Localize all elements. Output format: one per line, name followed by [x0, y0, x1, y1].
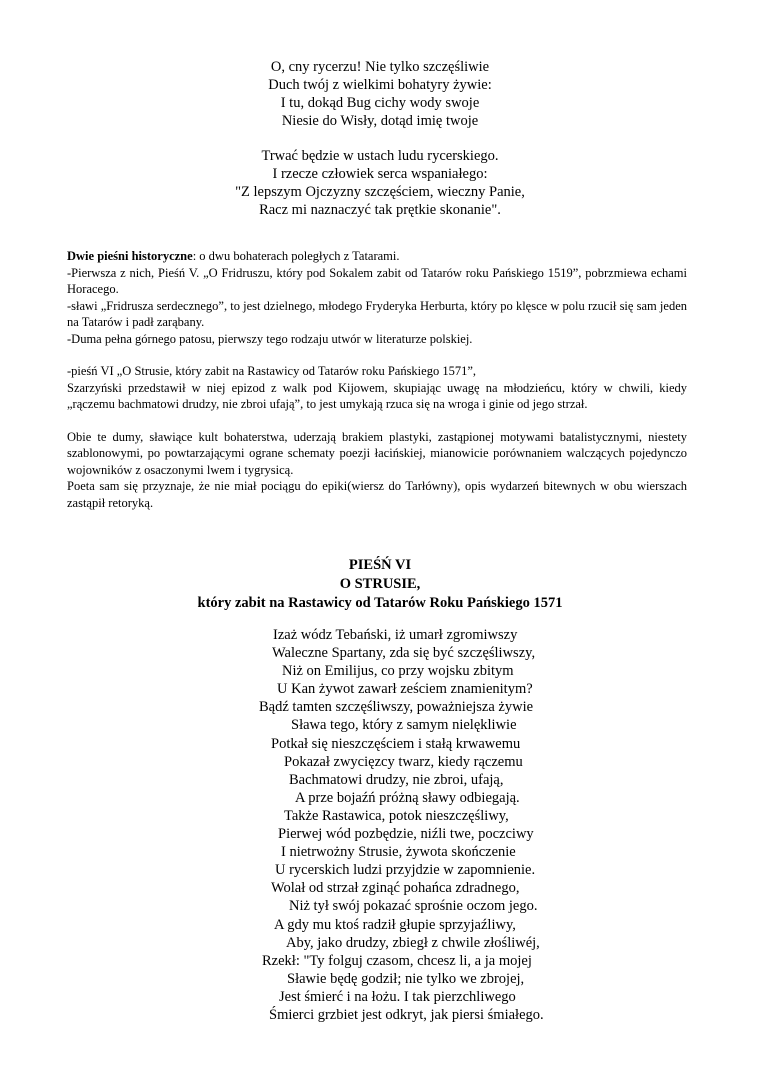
poem-line: U Kan żywot zawarł ześciem znamienitym? [277, 681, 533, 698]
poem-line: Bachmatowi drudzy, nie zbroi, ufają, [289, 771, 504, 788]
intro-bold: Dwie pieśni historyczne [67, 249, 193, 263]
poem-line: Racz mi naznaczyć tak prętkie skonanie". [259, 202, 501, 218]
poem-heading [0, 556, 760, 613]
poem-line: Także Rastawica, potok nieszczęśliwy, [284, 807, 509, 824]
poem-line: Duch twój z wielkimi bohatyry żywie: [268, 77, 492, 93]
intro-rest: : o dwu bohaterach poległych z Tatarami. [192, 249, 400, 263]
poem-line: Aby, jako drudzy, zbiegł z chwile złośliwéj, [286, 934, 540, 951]
poem-line: Wolał od strzał zginąć pohańca zdradnego, [271, 880, 520, 897]
poem-line: A gdy mu ktoś radził głupie sprzyjaźliwy, [274, 916, 516, 933]
poem-stanza-2 [0, 147, 760, 219]
poem-line: Waleczne Spartany, zda się być szczęśliwszy, [272, 645, 536, 662]
heading-subtitle: O STRUSIE, [339, 576, 421, 592]
poem-line: Sława tego, który z samym nielękliwie [291, 717, 517, 734]
poem-line: A prze bojaźń próżną sławy odbiegają. [295, 789, 520, 806]
paragraph: -Duma pełna górnego patosu, pierwszy tego rodzaju utwór w literaturze polskiej. [67, 331, 473, 346]
poem-line: I rzecze człowiek serca wspaniałego: [272, 166, 488, 182]
poem-line: O, cny rycerzu! Nie tylko szczęśliwie [270, 59, 490, 75]
poem-line: U rycerskich ludzi przyjdzie w zapomnienie. [275, 862, 536, 879]
poem-line: Śmierci grzbiet jest odkryt, jak piersi śmiałego. [269, 1006, 544, 1023]
poem-line: Pierwej wód pozbędzie, niźli twe, poczciwy [278, 826, 534, 843]
poem-stanza-1 [0, 58, 760, 130]
poem-line: Niesie do Wisły, dotąd imię twoje [281, 113, 479, 129]
heading-title: PIEŚŃ VI [348, 557, 412, 573]
commentary [67, 248, 687, 511]
paragraph-intro [67, 248, 687, 265]
heading-caption: który zabit na Rastawicy od Tatarów Roku Pańskiego 1571 [197, 595, 563, 611]
poem-line: Niż tył swój pokazać sprośnie oczom jego. [289, 898, 538, 915]
poem-line: I tu, dokąd Bug cichy wody swoje [280, 95, 480, 111]
poem-line: Jest śmierć i na łożu. I tak pierzchliwego [279, 988, 516, 1005]
paragraph: -Pierwsza z nich, Pieśń V. „O Fridruszu, który pod Sokalem zabit od Tatarów roku Pańskiego 1519”, pobrzmiewa echami Horacego. [67, 265, 687, 296]
poem-line: Niż on Emilijus, co przy wojsku zbitym [282, 663, 514, 680]
paragraph: -pieśń VI „O Strusie, który zabit na Rastawicy od Tatarów roku Pańskiego 1571”, [67, 364, 476, 378]
paragraph: -sławi „Fridrusza serdecznego”, to jest dzielnego, młodego Fryderyka Herburta, który po klęsce w polu rzucił się sam jeden na Tatarów i padł zarąbany. [67, 298, 687, 329]
poem-main [0, 626, 760, 1024]
poem-line: Rzekł: "Ty folguj czasom, chcesz li, a ja mojej [262, 952, 532, 969]
poem-line: Izaż wódz Tebański, iż umarł zgromiwszy [273, 627, 518, 643]
poem-line: Bądź tamten szczęśliwszy, poważniejsza żywie [259, 699, 534, 716]
poem-line: I nietrwożny Strusie, żywota skończenie [281, 844, 516, 861]
poem-line: Trwać będzie w ustach ludu rycerskiego. [261, 148, 499, 164]
paragraph: Poeta sam się przyznaje, że nie miał pociągu do epiki(wiersz do Tarłówny), opis wydarzeń bitewnych w obu wierszach zastąpił retoryką. [67, 479, 687, 510]
paragraph: Szarzyński przedstawił w niej epizod z walk pod Kijowem, skupiając uwagę na młodzieńcu, który w chwili, kiedy „rączemu bachmatowi drudzy, nie zbroi ufają”, to jest umykają rzuca się na wroga i ginie od jego strzał. [67, 380, 687, 411]
poem-line: Potkał się nieszczęściem i stałą krwawemu [271, 735, 521, 752]
paragraph: Obie te dumy, sławiące kult bohaterstwa, uderzają brakiem plastyki, zastąpionej motywami batalistycznymi, niestety szablonowymi, po powtarzającymi ograne schematy poezji łacińskiej, mianowicie porównaniem walczących pojedynczo wojowników z osaczonymi lwem i tygrysicą. [67, 429, 687, 477]
poem-line: "Z lepszym Ojczyzny szczęściem, wieczny Panie, [235, 184, 525, 200]
poem-line: Pokazał zwycięzcy twarz, kiedy rączemu [284, 753, 523, 770]
poem-line: Sławie będę godził; nie tylko we zbrojej, [287, 970, 525, 987]
